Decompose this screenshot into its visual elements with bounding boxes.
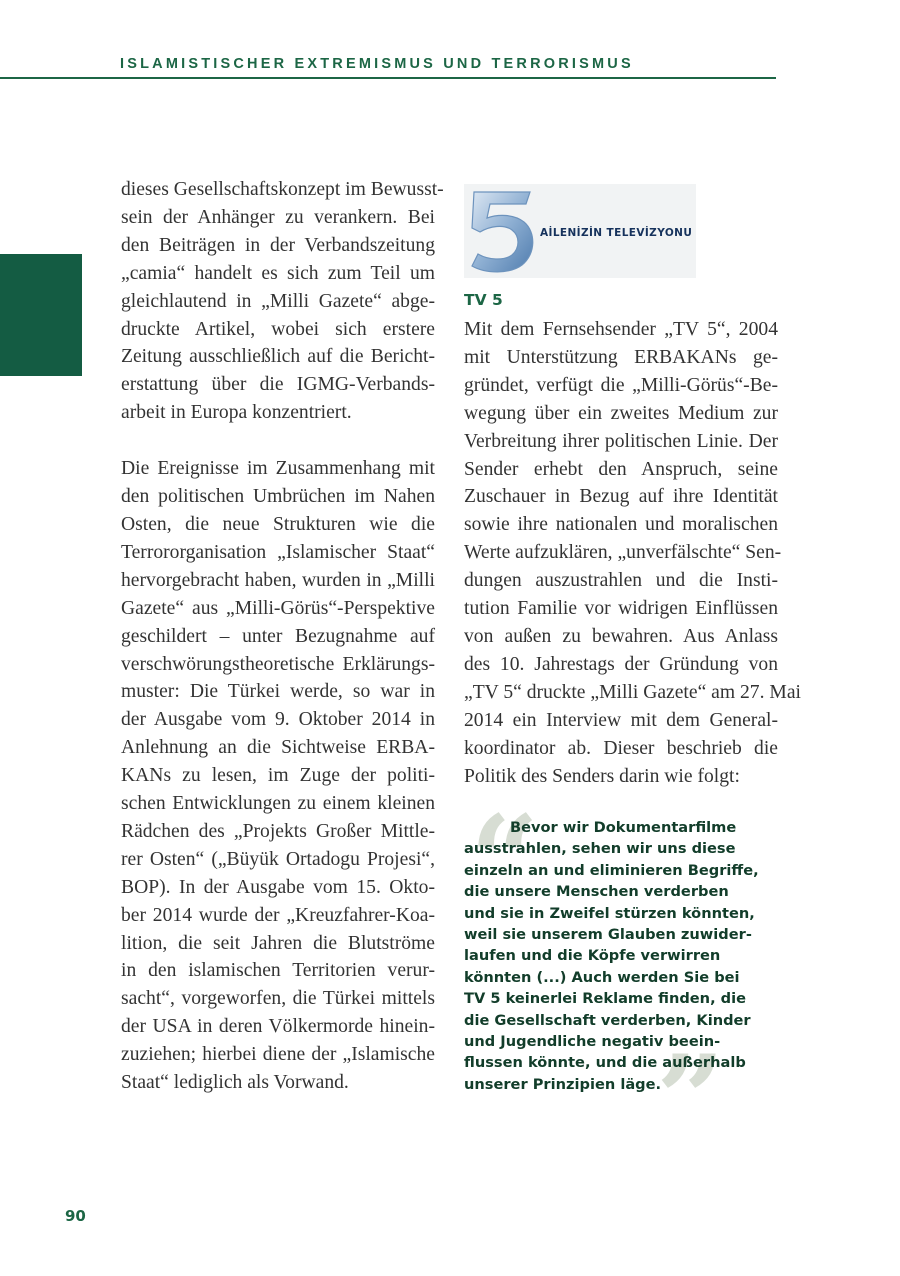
text-line: ber 2014 wurde der „Kreuzfahrer-Koa- — [121, 904, 435, 926]
left-paragraph-2 — [121, 455, 435, 1097]
chapter-side-tab — [0, 254, 82, 376]
text-line: Staat“ lediglich als Vorwand. — [121, 1072, 349, 1094]
text-line: der USA in deren Völkermorde hinein- — [121, 1016, 435, 1038]
text-line: dungen auszustrahlen und die Insti- — [464, 570, 778, 592]
text-line: Sender erhebt den Anspruch, seine — [464, 458, 778, 480]
text-line: erstattung über die IGMG-Verbands- — [121, 374, 435, 396]
text-line: Verbreitung ihrer politischen Linie. Der — [464, 430, 778, 452]
text-line: 2014 ein Interview mit dem General- — [464, 709, 778, 731]
tv5-logo — [464, 184, 696, 278]
header-rule — [0, 77, 776, 79]
text-line: des 10. Jahrestags der Gründung von — [464, 653, 778, 675]
text-line: muster: Die Türkei werde, so war in — [121, 681, 435, 703]
text-line: schen Entwicklungen zu einem kleinen — [121, 793, 435, 815]
left-paragraph-1 — [121, 176, 444, 427]
text-line: „TV 5“ druckte „Milli Gazete“ am 27. Mai — [464, 681, 801, 703]
text-line: Die Ereignisse im Zusammenhang mit — [121, 458, 435, 480]
quote-line: die Gesellschaft verderben, Kinder — [464, 1011, 751, 1029]
text-line: Rädchen des „Projekts Großer Mittle- — [121, 820, 435, 842]
text-line: „camia“ handelt es sich zum Teil um — [121, 262, 435, 284]
logo-slogan: AİLENİZİN TELEVİZYONU — [540, 227, 693, 239]
quote-line: könnten (...) Auch werden Sie bei — [464, 968, 740, 986]
text-line: den politischen Umbrüchen im Nahen — [121, 486, 435, 508]
section-heading-tv5: TV 5 — [464, 291, 503, 309]
text-line: Zeitung ausschließlich auf die Bericht- — [121, 346, 435, 368]
text-line: Zuschauer in Bezug auf ihre Identität — [464, 486, 778, 508]
text-line: BOP). In der Ausgabe vom 15. Okto- — [121, 876, 435, 898]
text-line: rer Osten“ („Büyük Ortadogu Projesi“, — [121, 848, 435, 870]
text-line: der Ausgabe vom 9. Oktober 2014 in — [121, 709, 435, 731]
text-line: dieses Gesellschaftskonzept im Bewusst- — [121, 179, 444, 200]
quote-line: ausstrahlen, sehen wir uns diese — [464, 840, 736, 858]
pull-quote — [464, 817, 766, 1095]
text-line: Gazete“ aus „Milli-Görüs“-Perspektive — [121, 597, 435, 619]
text-line: Politik des Senders darin wie folgt: — [464, 765, 740, 787]
text-line: tution Familie vor widrigen Einflüssen — [464, 598, 778, 620]
text-line: den Beiträgen in der Verbandszeitung — [121, 234, 435, 256]
text-line: arbeit in Europa konzentriert. — [121, 402, 352, 424]
right-column — [464, 316, 801, 790]
text-line: Osten, die neue Strukturen wie die — [121, 513, 435, 535]
text-line: verschwörungstheoretische Erklärungs- — [121, 653, 435, 675]
quote-line: und sie in Zweifel stürzen könnten, — [464, 904, 755, 922]
text-line: sein der Anhänger zu verankern. Bei — [121, 206, 435, 228]
quote-line: und Jugendliche negativ beein- — [464, 1033, 721, 1051]
text-line: in den islamischen Territorien verur- — [121, 960, 435, 982]
text-line: sacht“, vorgeworfen, die Türkei mittels — [121, 988, 435, 1010]
text-line: Anlehnung an die Sichtweise ERBA- — [121, 737, 435, 759]
text-line: zuziehen; hierbei diene der „Islamische — [121, 1044, 435, 1066]
left-column — [121, 176, 444, 1097]
quote-line: laufen und die Köpfe verwirren — [464, 947, 721, 965]
running-header: ISLAMISTISCHER EXTREMISMUS UND TERRORISMUS — [120, 56, 634, 72]
quote-line: unserer Prinzipien läge. — [464, 1075, 662, 1093]
text-line: Mit dem Fernsehsender „TV 5“, 2004 — [464, 319, 778, 340]
text-line: lition, die seit Jahren die Blutströme — [121, 932, 435, 954]
close-quote-mark: ” — [656, 1029, 726, 1170]
text-line: hervorgebracht haben, wurden in „Milli — [121, 569, 435, 591]
text-line: wegung über ein zweites Medium zur — [464, 402, 778, 424]
quote-line: TV 5 keinerlei Reklame finden, die — [464, 990, 747, 1008]
text-line: gleichlautend in „Milli Gazete“ abge- — [121, 290, 435, 312]
quote-line: weil sie unserem Glauben zuwider- — [464, 926, 752, 944]
page-number: 90 — [65, 1207, 86, 1225]
text-line: Terrororganisation „Islamischer Staat“ — [121, 541, 435, 563]
text-line: gründet, verfügt die „Milli-Görüs“-Be- — [464, 374, 778, 396]
text-line: KANs zu lesen, im Zuge der politi- — [121, 765, 435, 787]
quote-line: Bevor wir Dokumentarfilme — [510, 819, 737, 836]
quote-line: flussen könnte, und die außerhalb — [464, 1054, 746, 1072]
quote-line: einzeln an und eliminieren Begriffe, — [464, 861, 759, 879]
text-line: mit Unterstützung ERBAKANs ge- — [464, 346, 778, 368]
text-line: geschildert – unter Bezugnahme auf — [121, 625, 435, 647]
quote-line: die unsere Menschen verderben — [464, 883, 729, 901]
open-quote-mark: “ — [470, 789, 540, 930]
text-line: druckte Artikel, wobei sich erstere — [121, 318, 435, 340]
text-line: Werte aufzuklären, „unverfälschte“ Sen- — [464, 542, 782, 564]
text-line: sowie ihre nationalen und moralischen — [464, 514, 778, 536]
text-line: koordinator ab. Dieser beschrieb die — [464, 737, 778, 759]
text-line: von außen zu bewahren. Aus Anlass — [464, 625, 778, 647]
